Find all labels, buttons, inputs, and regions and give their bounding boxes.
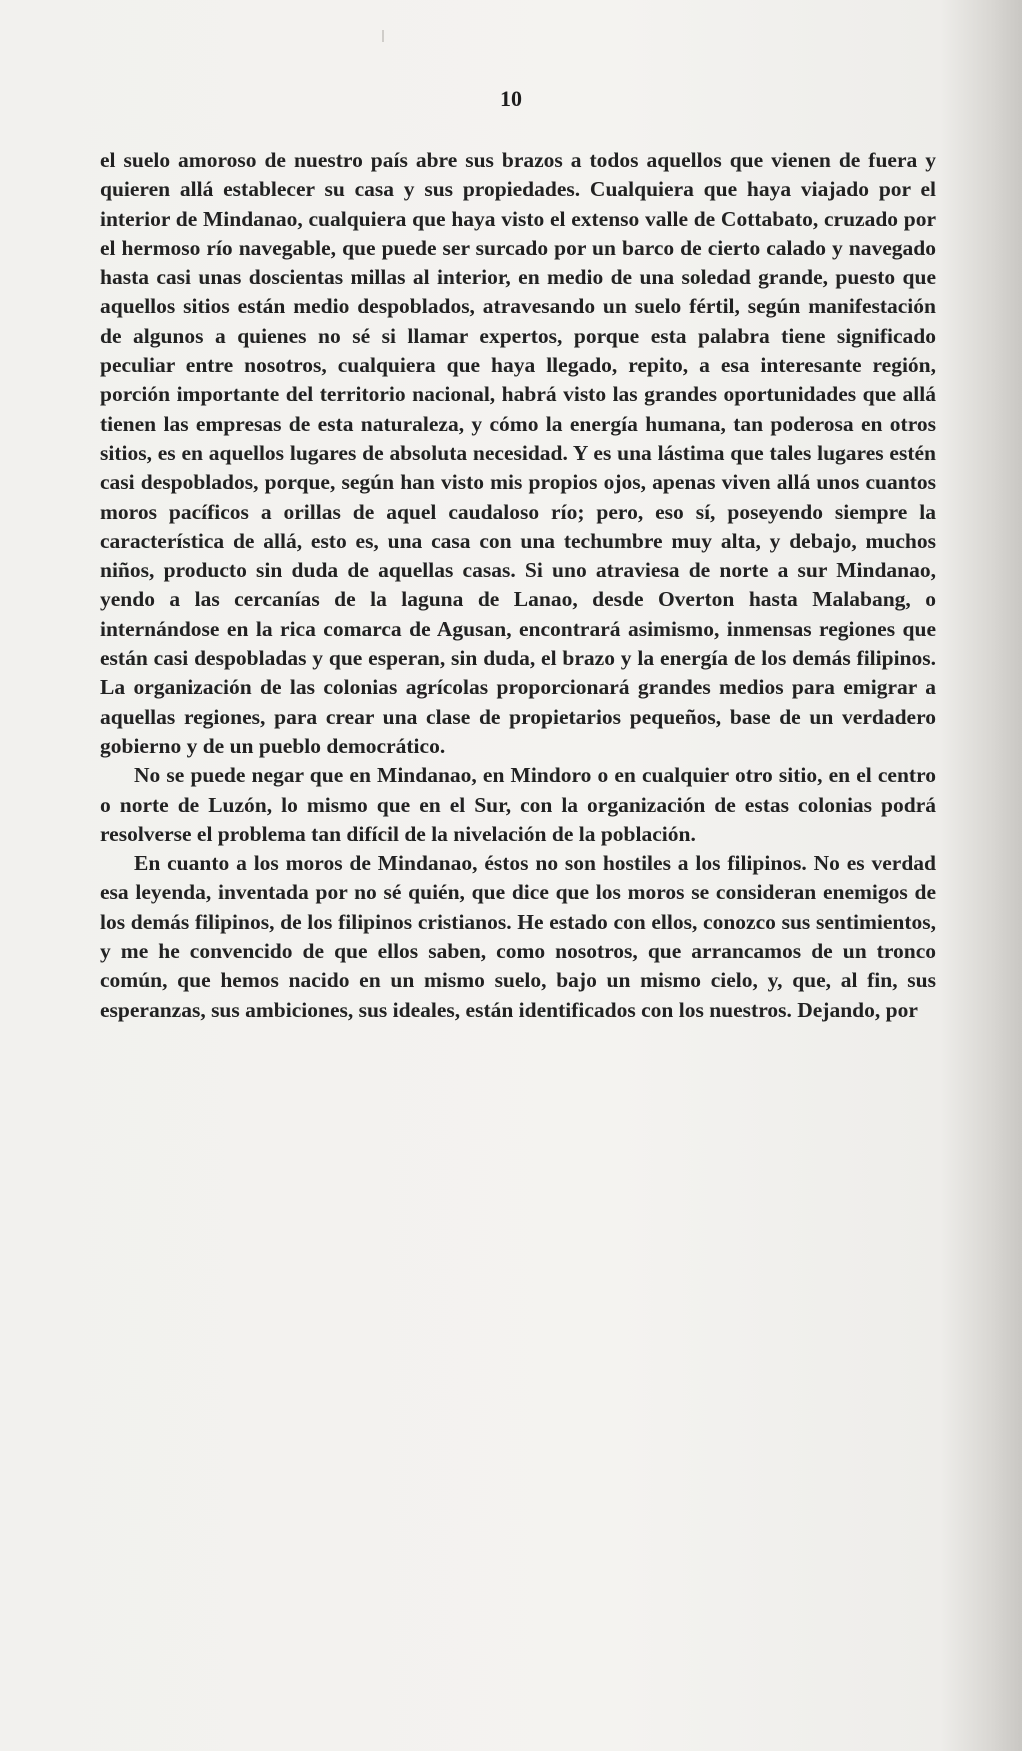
page-number: 10 — [500, 86, 522, 111]
paragraph-3: En cuanto a los moros de Mindanao, éstos no son hostiles a los filipinos. No es verdad esa leyenda, inventada por no sé quién, que dice que los moros se consideran enemigos de los demás filipinos, de los filipinos cristianos. He estado con ellos, conozco sus sentimientos, y me he convencido de que ellos saben, como nosotros, que arrancamos de un tronco común, que hemos nacido en un mismo suelo, bajo un mismo cielo, y, que, al fin, sus esperanzas, sus ambiciones, sus ideales, están identificados con los nuestros. Dejando, por — [100, 851, 936, 1022]
scan-mark — [382, 30, 384, 42]
paragraph-2: No se puede negar que en Mindanao, en Mindoro o en cualquier otro sitio, en el centro o norte de Luzón, lo mismo que en el Sur, con la organización de estas colonias podrá resolverse el problema tan difícil de la nivelación de la población. — [100, 763, 936, 846]
page-body — [100, 146, 936, 1025]
paragraph-1: el suelo amoroso de nuestro país abre sus brazos a todos aquellos que vienen de fuera y quieren allá establecer su casa y sus propiedades. Cualquiera que haya viajado por el interior de Mindanao, cualquiera que haya visto el extenso valle de Cottabato, cruzado por el hermoso río navegable, que puede ser surcado por un barco de cierto calado y navegado hasta casi unas doscientas millas al interior, en medio de una soledad grande, puesto que aquellos sitios están medio despoblados, atravesando un suelo fértil, según manifestación de algunos a quienes no sé si llamar expertos, porque esta palabra tiene significado peculiar entre nosotros, cualquiera que haya llegado, repito, a esa interesante región, porción importante del territorio nacional, habrá visto las grandes oportunidades que allá tienen las empresas de esta naturaleza, y cómo la energía humana, tan poderosa en otros sitios, es en aquellos lugares de absoluta necesidad. Y es una lástima que tales lugares estén casi despoblados, porque, según han visto mis propios ojos, apenas viven allá unos cuantos moros pacíficos a orillas de aquel caudaloso río; pero, eso sí, poseyendo siempre la característica de allá, esto es, una casa con una techumbre muy alta, y debajo, muchos niños, producto sin duda de aquellas casas. Si uno atraviesa de norte a sur Mindanao, yendo a las cercanías de la laguna de Lanao, desde Overton hasta Malabang, o internándose en la rica comarca de Agusan, encontrará asimismo, inmensas regiones que están casi despobladas y que esperan, sin duda, el brazo y la energía de los demás filipinos. La organización de las colonias agrícolas proporcionará grandes medios para emigrar a aquellas regiones, para crear una clase de propietarios pequeños, base de un verdadero gobierno y de un pueblo democrático. — [100, 148, 936, 758]
